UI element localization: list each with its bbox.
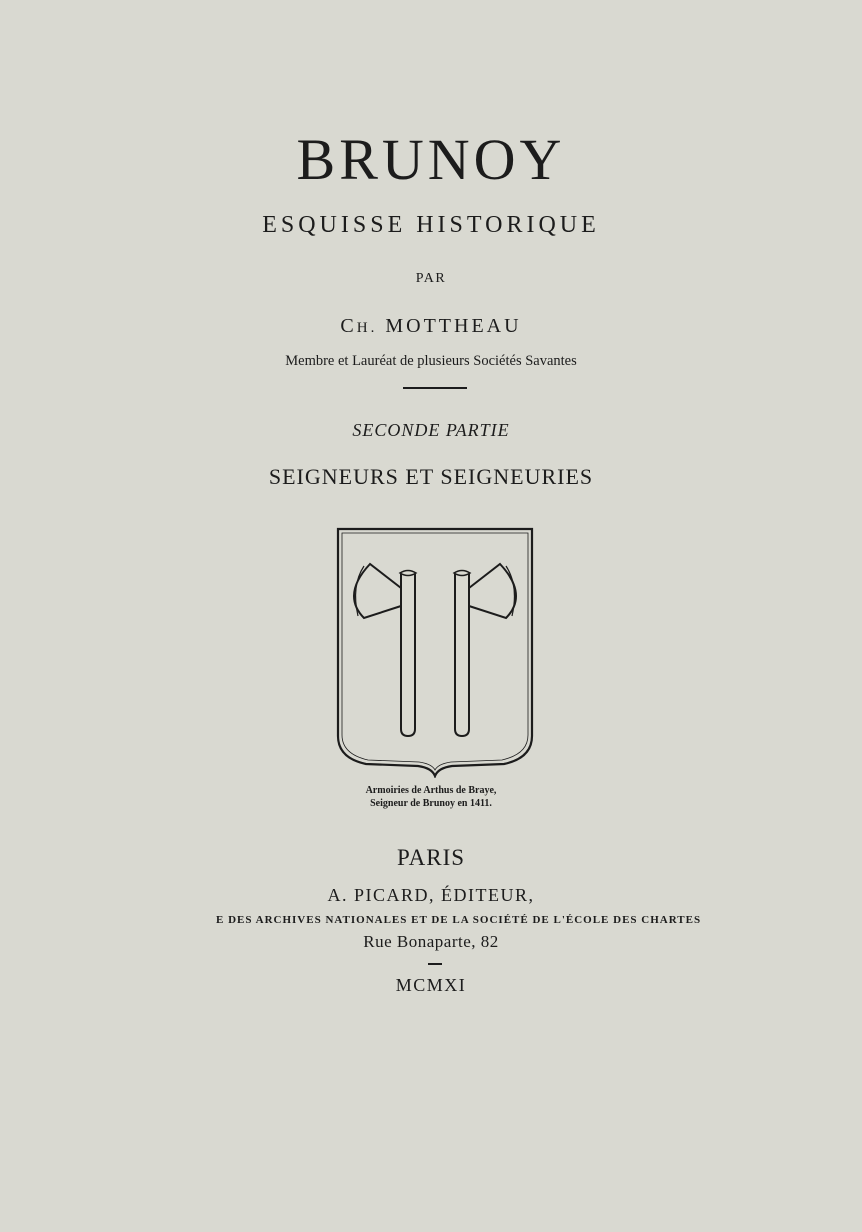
arms-caption-line1: Armoiries de Arthus de Braye,	[365, 785, 497, 796]
author-surname: MOTTHEAU	[385, 315, 522, 337]
imprint-city: PARIS	[396, 845, 466, 870]
part-label: SECONDE PARTIE	[352, 420, 510, 440]
book-subtitle: ESQUISSE HISTORIQUE	[262, 212, 600, 238]
imprint-archives: E DES ARCHIVES NATIONALES ET DE LA SOCIÉTÉ DE L'ÉCOLE DES CHARTES	[216, 914, 702, 926]
section-title: SEIGNEURS ET SEIGNEURIES	[268, 464, 594, 489]
imprint-publisher: A. PICARD, ÉDITEUR,	[327, 885, 535, 905]
divider-rule	[403, 387, 467, 389]
coat-of-arms-icon	[334, 526, 536, 778]
author-name	[0, 313, 862, 341]
author-affiliation: Membre et Lauréat de plusieurs Sociétés Savantes	[285, 353, 577, 369]
author-initial-small: H.	[356, 320, 378, 336]
imprint-dash	[428, 963, 442, 965]
arms-caption-line2: Seigneur de Brunoy en 1411.	[370, 798, 492, 809]
book-title: BRUNOY	[296, 127, 566, 192]
imprint-address: Rue Bonaparte, 82	[363, 932, 499, 951]
author-initial-big: C	[340, 315, 357, 337]
by-label: PAR	[415, 271, 447, 286]
imprint-year: MCMXI	[395, 975, 467, 995]
imprint-archives-wrap	[0, 913, 862, 929]
